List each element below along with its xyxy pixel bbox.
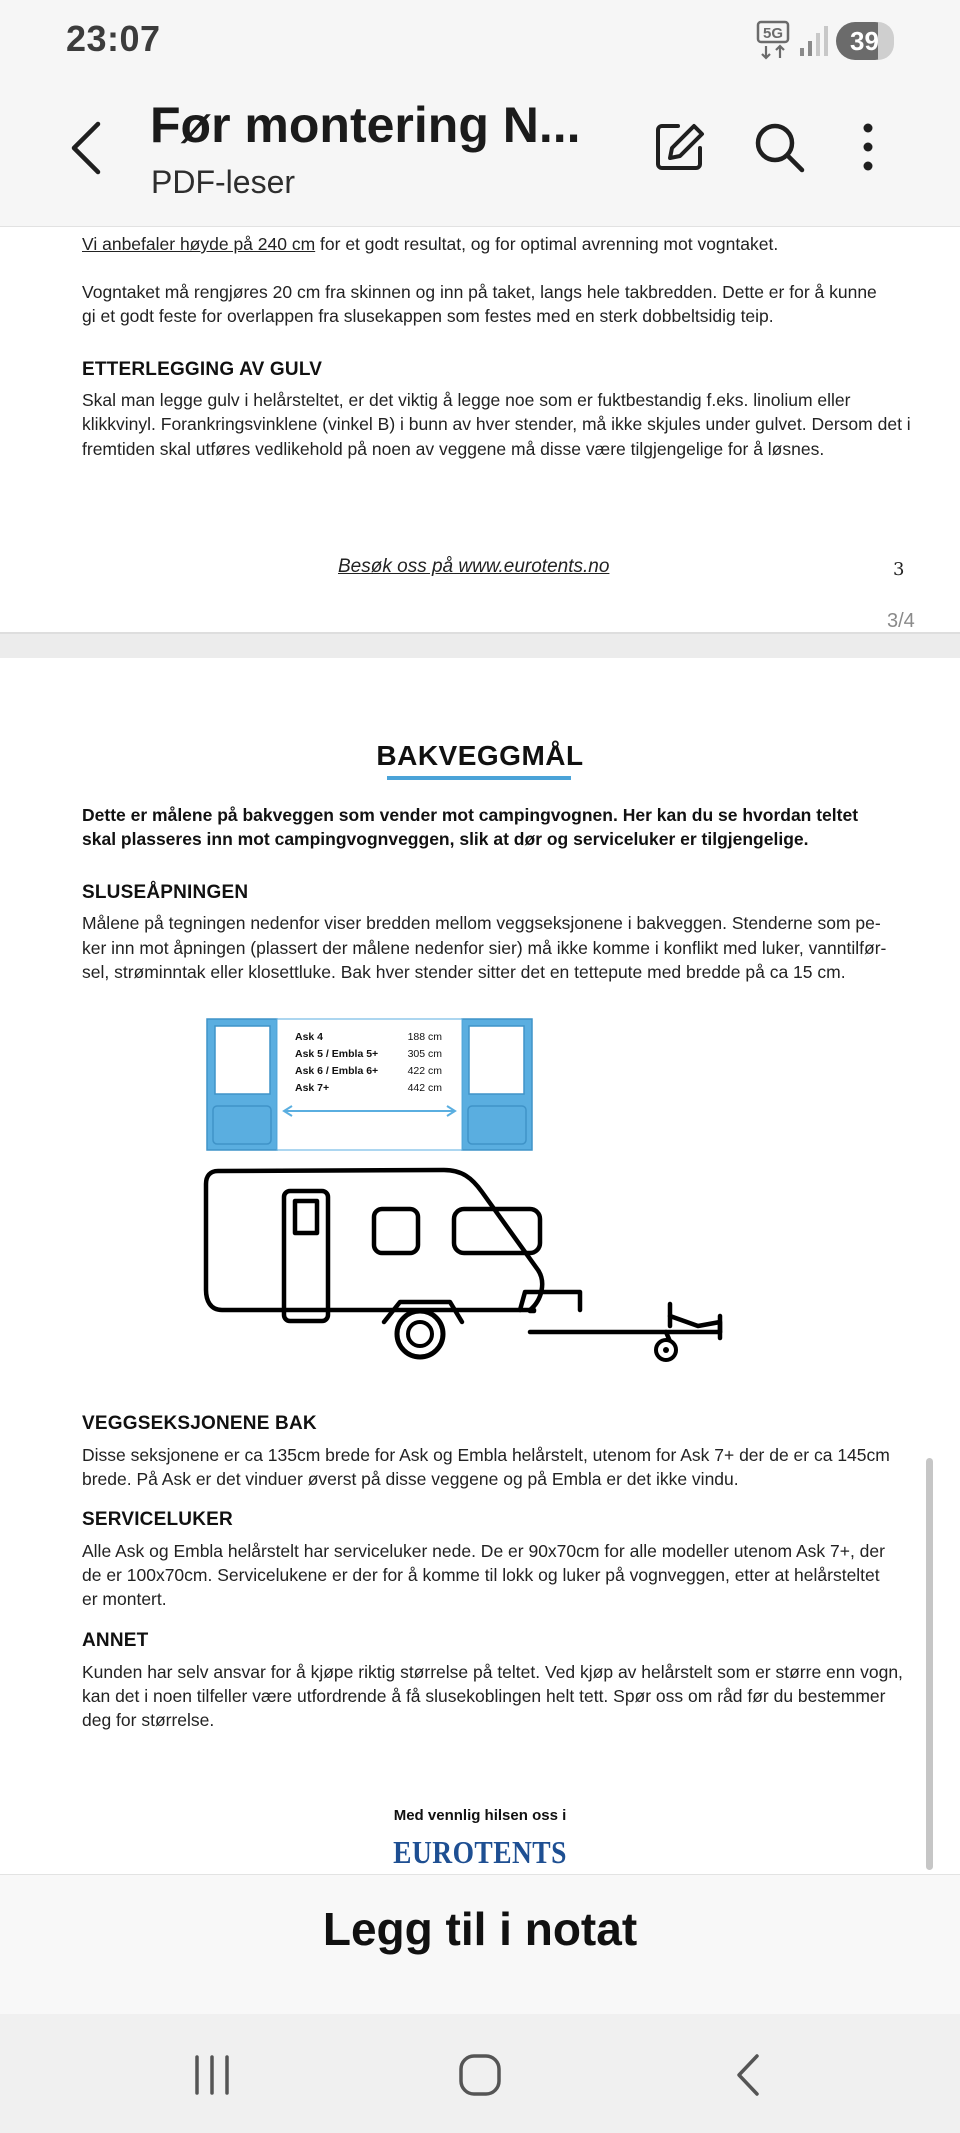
search-button[interactable]: [752, 120, 806, 174]
page4-s3-line3: er montert.: [82, 1589, 167, 1609]
page4-s2-line1: Disse seksjonene er ca 135cm brede for Ask og Embla helårstelt, utenom for Ask 7+ der de er ca 145cm: [82, 1445, 890, 1465]
network-label: 5G: [762, 25, 784, 42]
document-title: Før montering N...: [150, 97, 581, 153]
caravan-wall-diagram: [200, 1010, 730, 1370]
left-service-hatch: [213, 1106, 271, 1144]
home-button[interactable]: [458, 2052, 502, 2098]
nav-back-icon: [732, 2052, 764, 2098]
right-window: [469, 1026, 524, 1094]
more-vertical-icon: [842, 120, 892, 174]
left-window: [215, 1026, 270, 1094]
system-back-button[interactable]: [732, 2052, 764, 2098]
page4-s1-line1: Målene på tegningen nedenfor viser bredden mellom veggseksjonene i bakveggen. Stenderne som pe-: [82, 913, 881, 933]
battery-level: 39: [850, 26, 879, 56]
page4-s2-line2: brede. På Ask er det vinduer øverst på disse veggene og på Embla er det ikke vindu.: [82, 1469, 739, 1489]
page4-s1-line2: ker inn mot åpningen (plassert der målene nedenfor sier) må ikke komme i konflikt med luker, vanntilfør-: [82, 938, 887, 958]
edit-button[interactable]: [652, 120, 706, 174]
add-to-note-button[interactable]: Legg til i notat: [322, 1903, 638, 1955]
network-5g-icon: [756, 20, 792, 60]
title-underline: [387, 776, 571, 780]
page3-para2-line2: gi et godt feste for overlappen fra slusekappen som festes med en sterk dobbeltsidig teip.: [82, 306, 774, 326]
edit-icon: [652, 120, 706, 174]
page4-s4-line1: Kunden har selv ansvar for å kjøpe riktig størrelse på teltet. Ved kjøp av helårstelt som er større enn vogn,: [82, 1662, 903, 1682]
legend-model-1: Ask 4: [295, 1031, 324, 1043]
page3-para2-line1: Vogntaket må rengjøres 20 cm fra skinnen og inn på taket, langs hele takbredden. Dette er for å kunne: [82, 282, 877, 302]
signal-icon: [798, 24, 828, 58]
page4-heading-wall-sections: VEGGSEKSJONENE BAK: [82, 1413, 317, 1434]
page3-page-number: 3: [893, 559, 905, 580]
page3-para3-line1: Skal man legge gulv i helårsteltet, er det viktig å legge noe som er fuktbestandig f.eks. linolium eller: [82, 390, 851, 410]
page4-s3-line2: de er 100x70cm. Servicelukene er der for å komme til lokk og luker på vognveggen, etter at helårsteltet: [82, 1565, 880, 1585]
legend-width-2: 305 cm: [407, 1048, 442, 1060]
more-options-button[interactable]: [842, 120, 892, 174]
page3-para3-line3: fremtiden skal utføres vedlikehold på noen av veggene må disse være tilgjengelige for å løsnes.: [82, 439, 825, 459]
page3-footer-link[interactable]: Besøk oss på www.eurotents.no: [338, 556, 610, 577]
eurotents-logo-text: EUROTENTS: [393, 1834, 567, 1870]
status-time: 23:07: [66, 18, 161, 59]
page3-heading-floor: ETTERLEGGING AV GULV: [82, 359, 323, 380]
page4-heading-other: ANNET: [82, 1630, 149, 1651]
page4-s4-line3: deg for størrelse.: [82, 1710, 215, 1730]
page3-para3-line2: klikkvinyl. Forankringsvinklene (vinkel B) i bunn av hver stender, må ikke skjules under gulvet. Dersom det i: [82, 414, 911, 434]
page4-intro-line1: Dette er målene på bakveggen som vender mot campingvognen. Her kan du se hvordan teltet: [82, 805, 859, 825]
page4-s3-line1: Alle Ask og Embla helårstelt har serviceluker nede. De er 90x70cm for alle modeller utenom Ask 7+, der: [82, 1541, 885, 1561]
legend-model-3: Ask 6 / Embla 6+: [295, 1065, 379, 1077]
back-button[interactable]: [64, 118, 114, 178]
page4-s1-line3: sel, strøminntak eller klosettluke. Bak hver stender sitter det en tettepute med bredde på ca 15 cm.: [82, 962, 846, 982]
search-icon: [752, 120, 806, 174]
legend-width-1: 188 cm: [407, 1031, 442, 1043]
recent-apps-button[interactable]: [192, 2054, 232, 2096]
right-service-hatch: [468, 1106, 526, 1144]
legend-model-2: Ask 5 / Embla 5+: [295, 1048, 379, 1060]
battery-icon: [836, 22, 894, 60]
page4-heading-sluse: SLUSEÅPNINGEN: [82, 882, 249, 903]
page4-s4-line2: kan det i noen tilfeller være utfordrende å få slusekoblingen helt tett. Spør oss om råd før du bestemmer: [82, 1686, 886, 1706]
page-indicator: 3/4: [887, 610, 915, 632]
legend-width-4: 442 cm: [407, 1082, 442, 1094]
page4-signoff: Med vennlig hilsen oss i: [393, 1807, 567, 1824]
eurotents-logo: [0, 1834, 960, 1874]
page4-intro-line2: skal plasseres inn mot campingvognveggen, slik at dør og serviceluker er tilgjengelige.: [82, 829, 809, 849]
scrollbar-thumb[interactable]: [926, 1458, 933, 1870]
page4-heading-service-hatches: SERVICELUKER: [82, 1509, 233, 1530]
legend-model-4: Ask 7+: [295, 1082, 330, 1094]
page3-line-recommend: Vi anbefaler høyde på 240 cm for et godt resultat, og for optimal avrenning mot vogntaket.: [82, 234, 779, 254]
recent-apps-icon: [192, 2054, 232, 2096]
app-subtitle: PDF-leser: [151, 164, 296, 200]
caravan-icon: [206, 1170, 720, 1346]
page4-title: BAKVEGGMÅL: [376, 740, 584, 771]
home-icon: [458, 2052, 502, 2098]
page-separator: [0, 632, 960, 660]
legend-width-3: 422 cm: [407, 1065, 442, 1077]
